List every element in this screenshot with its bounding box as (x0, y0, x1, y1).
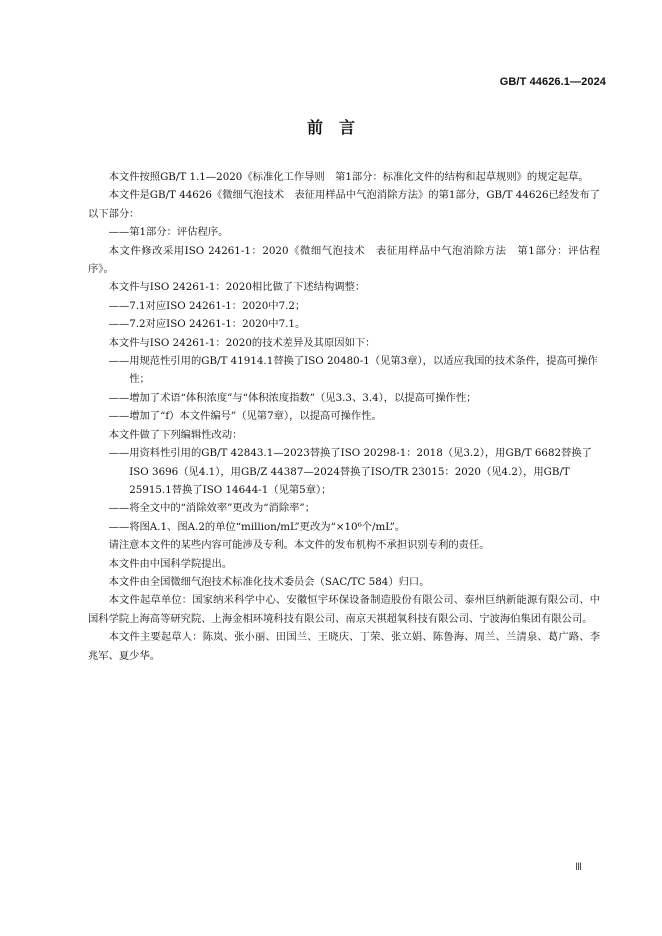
list-item: ——将图A.1、图A.2的单位“million/mL”更改为“×10⁶个/mL”。 (108, 520, 406, 533)
standard-number: GB/T 44626.1—2024 (499, 76, 606, 88)
paragraph-adoption: 本文件修改采用ISO 24261-1：2020《微细气泡技术 表征用样品中气泡消除方法 第1部分：评估程序》。 (88, 244, 600, 276)
paragraph-editorial-changes: 本文件做了下列编辑性改动： (108, 428, 243, 441)
list-item: ——7.1对应ISO 24261-1：2020中7.2； (108, 299, 306, 312)
list-item: ——用规范性引用的GB/T 41914.1替换了ISO 20480-1（见第3章），以适应我国的技术条件，提高可操作性； (108, 355, 598, 386)
page-number: Ⅲ (575, 862, 582, 873)
foreword-body (88, 168, 600, 665)
list-item: ——7.2对应ISO 24261-1：2020中7.1。 (108, 318, 306, 331)
paragraph-series-intro: 本文件是GB/T 44626《微细气泡技术 表征用样品中气泡消除方法》的第1部分，GB/T 44626已经发布了以下部分： (88, 189, 600, 220)
paragraph-structure-changes: 本文件与ISO 24261-1：2020相比做了下述结构调整： (108, 281, 366, 294)
page-title: 前 言 (306, 118, 355, 137)
list-item: ——将全文中的“消除效率”更改为“消除率”； (108, 502, 315, 515)
paragraph-committee: 本文件由全国微细气泡技术标准化技术委员会（SAC/TC 584）归口。 (108, 575, 430, 588)
list-item: ——增加了“f）本文件编号”（见第7章），以提高可操作性。 (108, 410, 382, 423)
list-item: ——第1部分：评估程序。 (108, 226, 229, 239)
paragraph-technical-differences: 本文件与ISO 24261-1：2020的技术差异及其原因如下： (108, 336, 376, 349)
paragraph-drafters: 本文件主要起草人：陈岚、张小丽、田国兰、王晓庆、丁荣、张立娟、陈鲁海、周兰、兰清泉、葛广路、李兆军、夏少华。 (88, 631, 600, 662)
list-item: ——用资料性引用的GB/T 42843.1—2023替换了ISO 20298-1：2018（见3.2），用GB/T 6682替换了ISO 3696（见4.1），用GB/Z 44387—2024替换了ISO/TR 23015：2020（见4.2），用GB/T 25915.1替换了ISO 14644-1（见第5章）； (108, 447, 592, 496)
paragraph-patent-notice: 请注意本文件的某些内容可能涉及专利。本文件的发布机构不承担识别专利的责任。 (108, 539, 490, 552)
list-item: ——增加了术语“体积浓度”与“体积浓度指数”（见3.3、3.4），以提高可操作性； (108, 391, 477, 404)
paragraph-drafting-units: 本文件起草单位：国家纳米科学中心、安徽恒宇环保设备制造股份有限公司、泰州巨纳新能源有限公司、中国科学院上海高等研究院、上海金相环境科技有限公司、南京天祺超氧科技有限公司、宁波海伯集团有限公司。 (88, 594, 600, 625)
paragraph-proposer: 本文件由中国科学院提出。 (108, 557, 233, 570)
paragraph-drafting-rules: 本文件按照GB/T 1.1—2020《标准化工作导则 第1部分：标准化文件的结构和起草规则》的规定起草。 (108, 171, 589, 183)
